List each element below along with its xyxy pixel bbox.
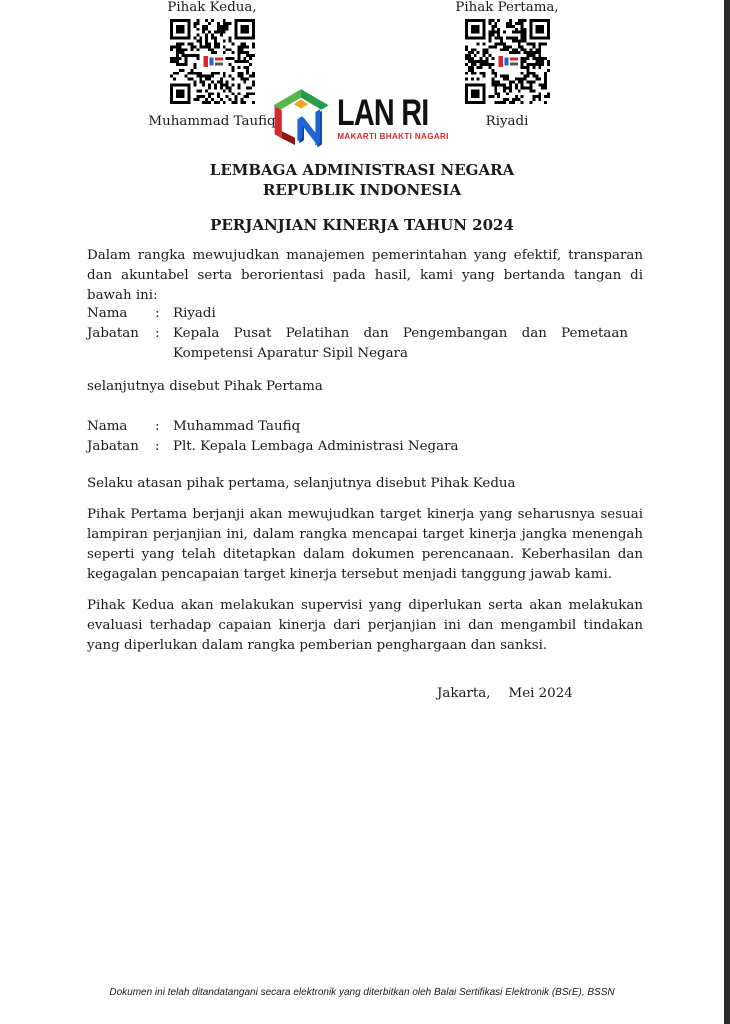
org-line2: REPUBLIK INDONESIA: [262, 181, 462, 199]
party1-nama-label: Nama: [87, 306, 128, 321]
party1-table: [87, 304, 643, 364]
qr-code-left: [170, 19, 255, 104]
scan-edge-strip: [724, 0, 730, 1024]
signature-date: Mei 2024: [508, 686, 573, 701]
party2-jabatan-label: Jabatan: [87, 439, 139, 454]
party2-nama-label: Nama: [87, 419, 128, 434]
party2-jabatan-value: Plt. Kepala Lembaga Administrasi Negara: [173, 439, 459, 454]
colon: :: [155, 306, 160, 321]
colon: :: [155, 326, 160, 341]
signatory-right-name: Riyadi: [485, 114, 529, 129]
party1-nama-value: Riyadi: [173, 306, 216, 321]
party2-nama-value: Muhammad Taufiq: [173, 419, 301, 434]
party2-table: [87, 417, 643, 457]
org-heading: [0, 160, 724, 200]
lan-ri-logo: [0, 88, 724, 148]
place-date-line: [437, 686, 573, 701]
signatory-right-role: Pihak Pertama,: [455, 0, 559, 15]
colon: :: [155, 419, 160, 434]
signatory-left-role: Pihak Kedua,: [167, 0, 257, 15]
colon: :: [155, 439, 160, 454]
footer-esign-note: Dokumen ini telah ditandatangani secara elektronik yang diterbitkan oleh Balai Sertifikasi Elektronik (BSrE), BSSN: [109, 987, 615, 998]
party1-jabatan-label: Jabatan: [87, 326, 139, 341]
party2-note: Selaku atasan pihak pertama, selanjutnya disebut Pihak Kedua: [87, 476, 516, 491]
logo-wordmark: LAN RI: [337, 92, 429, 133]
qr-code-right: [465, 19, 550, 104]
signature-place: Jakarta,: [437, 686, 491, 701]
signatory-left-name: Muhammad Taufiq: [148, 114, 276, 129]
logo-tagline: MAKARTI BHAKTI NAGARI: [337, 132, 449, 141]
org-line1: LEMBAGA ADMINISTRASI NEGARA: [209, 161, 515, 179]
intro-paragraph: Dalam rangka mewujudkan manajemen pemerintahan yang efektif, transparan dan akuntabel serta berorientasi pada hasil, kami yang bertanda tangan di bawah ini:: [87, 248, 643, 303]
party1-jabatan-value: Kepala Pusat Pelatihan dan Pengembangan dan Pemetaan Kompetensi Aparatur Sipil Negara: [173, 326, 628, 361]
clause2-paragraph: Pihak Kedua akan melakukan supervisi yang diperlukan serta akan melakukan evaluasi terhadap capaian kinerja dari perjanjian ini dan mengambil tindakan yang diperlukan dalam rangka pemberian penghargaan dan sanksi.: [87, 598, 643, 653]
clause1-paragraph: Pihak Pertama berjanji akan mewujudkan target kinerja yang seharusnya sesuai lampiran perjanjian ini, dalam rangka mencapai target kinerja jangka menengah seperti yang telah ditetapkan dalam dokumen perencanaan. Keberhasilan dan kegagalan pencapaian target kinerja tersebut menjadi tanggung jawab kami.: [87, 507, 643, 582]
signatory-right: [422, 0, 592, 129]
signatory-left: [127, 0, 297, 129]
party1-note: selanjutnya disebut Pihak Pertama: [87, 379, 323, 394]
doc-title: PERJANJIAN KINERJA TAHUN 2024: [210, 216, 514, 234]
